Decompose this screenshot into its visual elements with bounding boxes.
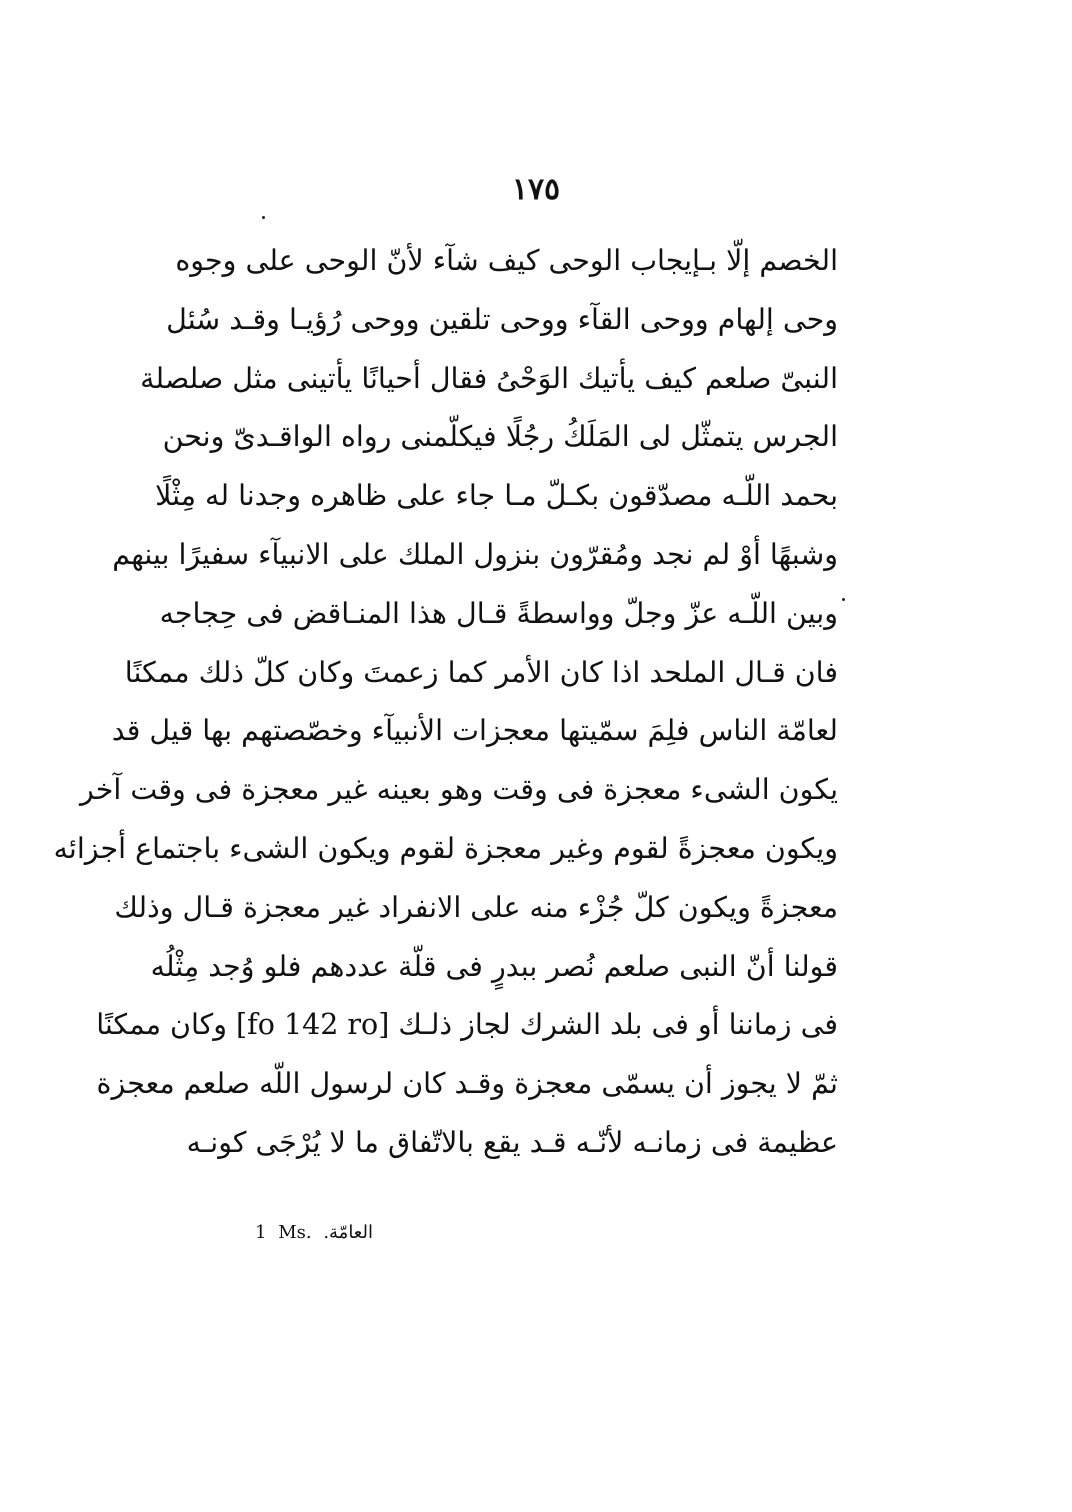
text-line: ثمّ لا يجوز أن يسمّى معجزة وقـد كان لرسول اللّه صلعم معجزة [96,1067,838,1101]
text-line: بحمد اللّـه مصدّقون بكـلّ مـا جاء على ظاهره وجدنا له مِثْلًا [155,479,838,513]
text-line: الخصم إلّا بـإيجاب الوحى كيف شآء لأنّ الوحى على وجوه [175,244,838,277]
text-line: وشبهًا أوْ لم نجد ومُقرّون بنزول الملك على الانبيآء سفيرًا بينهم [112,537,838,571]
text-line: وحى إلهام ووحى القآء ووحى تلقين ووحى رُؤيـا وقـد سُئل [166,302,838,336]
scan-speck [842,598,845,601]
text-line: النبىّ صلعم كيف يأتيك الوَحْىُ فقال أحيانًا يأتينى مثل صلصلة [140,361,838,395]
page-number: ١٧٥ [511,172,561,207]
text-line: فان قـال الملحد اذا كان الأمر كما زعمتَ وكان كلّ ذلك ممكنًا [124,655,838,689]
text-line: قولنا أنّ النبى صلعم نُصر ببدرٍ فى قلّة عددهم فلو وُجد مِثْلُه [150,949,838,983]
text-line: يكون الشىء معجزة فى وقت وهو بعينه غير معجزة فى وقت آخر [80,773,838,807]
text-line: معجزةً ويكون كلّ جُزْء منه على الانفراد غير معجزة قـال وذلك [114,890,838,924]
text-line: الجرس يتمثّل لى المَلَكُ رجُلًا فيكلّمنى رواه الواقـدىّ ونحن [162,420,838,454]
text-line: وبين اللّـه عزّ وجلّ وواسطةً قـال هذا المنـاقض فى حِجاجه [159,596,838,630]
footnote-text: العامّة. [323,1222,373,1243]
body-text [53,232,838,1173]
footnote-abbr: Ms. [278,1222,312,1243]
footnote-marker: 1 [255,1222,267,1243]
footnote [255,1222,373,1243]
text-line: لعامّة الناس فلِمَ سمّيتها معجزات الأنبيآء وخصّصتهم بها قيل قد [111,714,838,748]
text-line: ويكون معجزةً لقوم وغير معجزة لقوم ويكون الشىء باجتماع أجزائه [53,831,838,865]
text-line: عظيمة فى زمانـه لأنّـه قـد يقع بالاتّفاق ما لا يُرْجَى كونـه [186,1125,838,1159]
text-line: فى زماننا أو فى بلد الشرك لجاز ذلـك [fo 142 ro] وكان ممكنًا [96,1008,838,1042]
scan-speck [262,216,265,219]
